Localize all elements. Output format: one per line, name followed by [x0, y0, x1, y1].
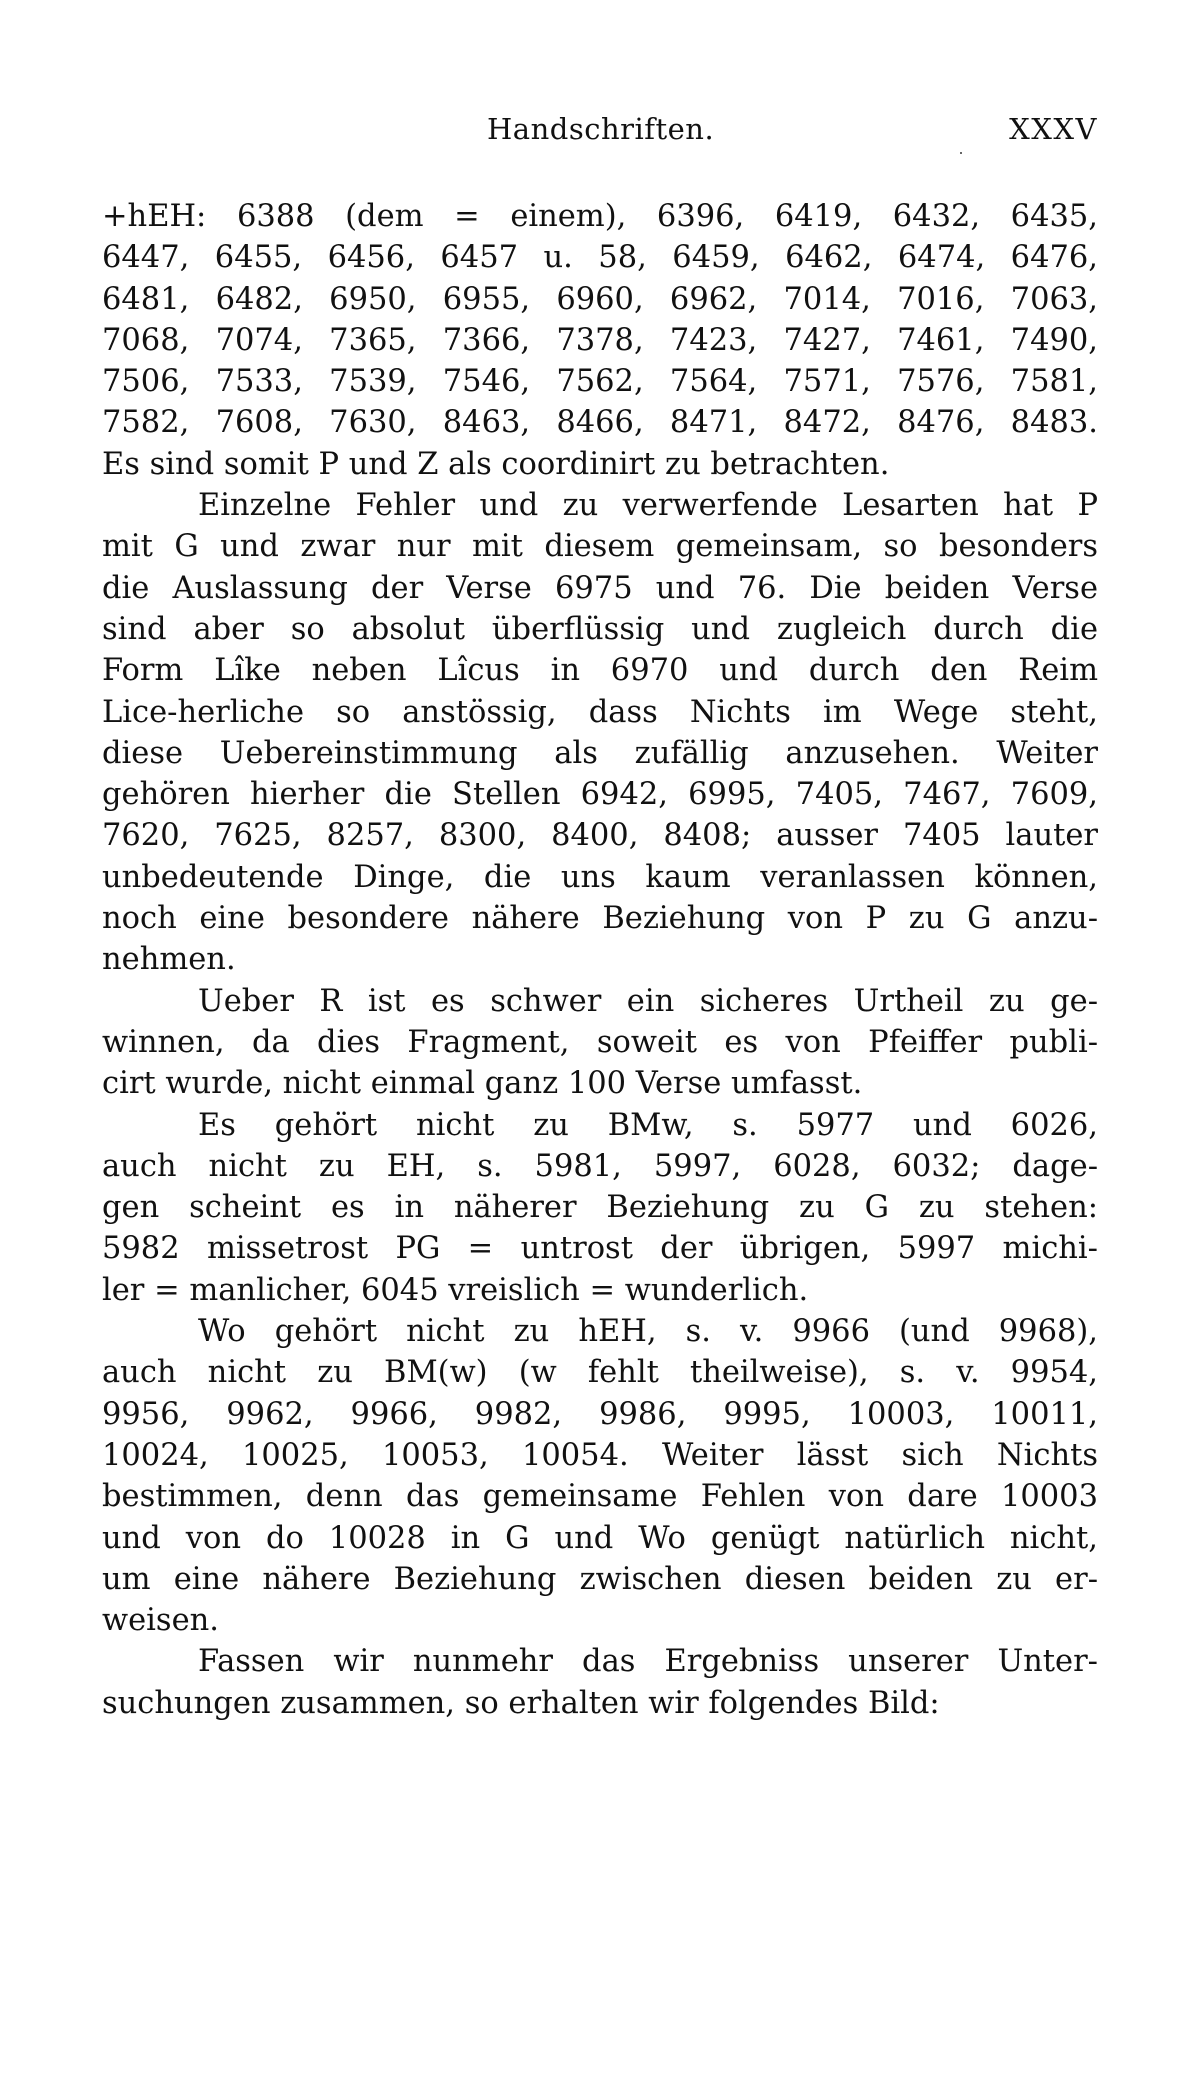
text-line: Wo gehört nicht zu hEH, s. v. 9966 (und 9968),: [198, 1314, 1098, 1350]
text-line: gehören hierher die Stellen 6942, 6995, 7405, 7467, 7609,: [102, 777, 1098, 813]
text-line: Ueber R ist es schwer ein sicheres Urtheil zu ge-: [198, 983, 1098, 1019]
text-line: 7582, 7608, 7630, 8463, 8466, 8471, 8472, 8476, 8483.: [102, 405, 1098, 441]
text-line: weisen.: [102, 1603, 219, 1639]
text-line: Es sind somit P und Z als coordinirt zu betrachten.: [102, 446, 890, 482]
text-line: Fassen wir nunmehr das Ergebniss unserer Unter-: [198, 1644, 1098, 1680]
text-line: cirt wurde, nicht einmal ganz 100 Verse umfasst.: [102, 1066, 863, 1102]
text-line: 7506, 7533, 7539, 7546, 7562, 7564, 7571, 7576, 7581,: [102, 364, 1098, 400]
text-line: 10024, 10025, 10053, 10054. Weiter lässt sich Nichts: [102, 1437, 1098, 1473]
text-line: ler = manlicher, 6045 vreislich = wunderlich.: [102, 1272, 809, 1308]
text-line: Einzelne Fehler und zu verwerfende Lesarten hat P: [198, 488, 1098, 524]
page-number: XXXV: [1009, 112, 1098, 146]
text-line: 6481, 6482, 6950, 6955, 6960, 6962, 7014, 7016, 7063,: [102, 281, 1098, 317]
text-line: auch nicht zu BM(w) (w fehlt theilweise), s. v. 9954,: [102, 1355, 1098, 1391]
text-line: sind aber so absolut überflüssig und zugleich durch die: [102, 611, 1098, 647]
text-line: noch eine besondere nähere Beziehung von P zu G anzu-: [102, 901, 1098, 937]
text-line: und von do 10028 in G und Wo genügt natürlich nicht,: [102, 1520, 1098, 1556]
text-line: winnen, da dies Fragment, soweit es von Pfeiffer publi-: [102, 1024, 1098, 1060]
text-line: 5982 missetrost PG = untrost der übrigen, 5997 michi-: [102, 1231, 1098, 1267]
text-line: +hEH: 6388 (dem = einem), 6396, 6419, 6432, 6435,: [102, 199, 1098, 234]
running-header: [102, 112, 1098, 152]
text-line: gen scheint es in näherer Beziehung zu G zu stehen:: [102, 1190, 1098, 1226]
text-line: unbedeutende Dinge, die uns kaum veranlassen können,: [102, 859, 1098, 895]
text-line: diese Uebereinstimmung als zufällig anzusehen. Weiter: [102, 735, 1098, 771]
text-line: suchungen zusammen, so erhalten wir folgendes Bild:: [102, 1685, 940, 1721]
text-line: nehmen.: [102, 942, 236, 978]
text-line: auch nicht zu EH, s. 5981, 5997, 6028, 6032; dage-: [102, 1148, 1098, 1184]
text-line: bestimmen, denn das gemeinsame Fehlen von dare 10003: [102, 1479, 1098, 1515]
text-line: 6447, 6455, 6456, 6457 u. 58, 6459, 6462, 6474, 6476,: [102, 240, 1098, 276]
body-text: [102, 196, 1098, 1724]
text-line: 9956, 9962, 9966, 9982, 9986, 9995, 10003, 10011,: [102, 1396, 1098, 1432]
text-line: Form Lîke neben Lîcus in 6970 und durch den Reim: [102, 653, 1098, 689]
text-line: Lice-herliche so anstössig, dass Nichts im Wege steht,: [102, 694, 1098, 730]
running-title: Handschriften.: [487, 112, 715, 146]
text-line: 7068, 7074, 7365, 7366, 7378, 7423, 7427, 7461, 7490,: [102, 322, 1098, 358]
text-line: die Auslassung der Verse 6975 und 76. Die beiden Verse: [102, 570, 1098, 606]
print-speck: [960, 152, 962, 154]
text-line: mit G und zwar nur mit diesem gemeinsam, so besonders: [102, 529, 1098, 565]
text-line: Es gehört nicht zu BMw, s. 5977 und 6026,: [198, 1107, 1098, 1143]
text-line: 7620, 7625, 8257, 8300, 8400, 8408; ausser 7405 lauter: [102, 818, 1098, 854]
text-line: um eine nähere Beziehung zwischen diesen beiden zu er-: [102, 1561, 1098, 1597]
